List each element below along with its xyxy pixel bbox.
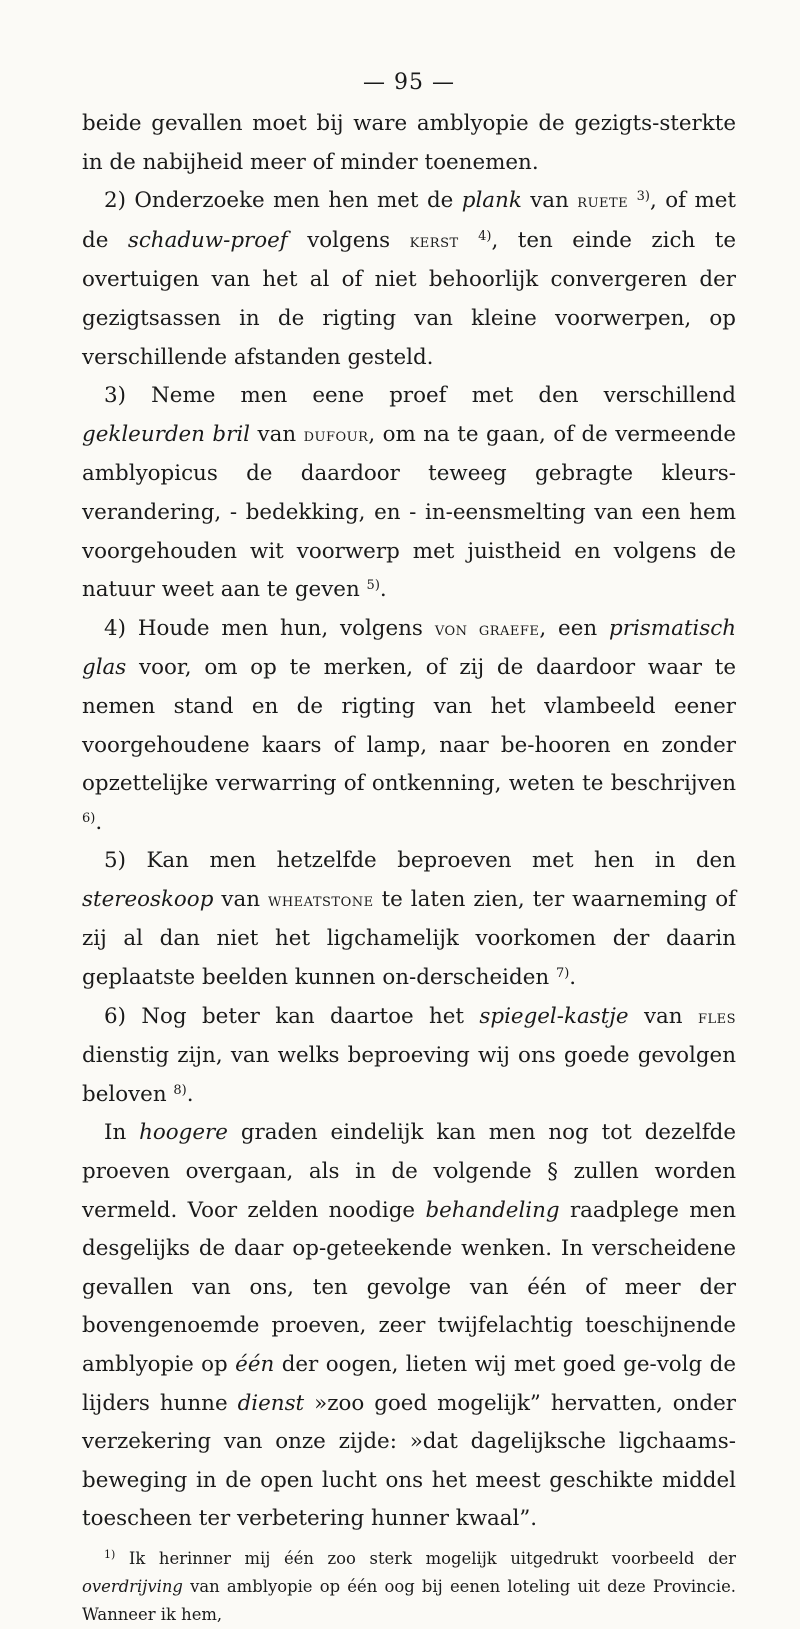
author-name: von graefe [434,618,540,640]
footnote-ref: 8) [173,1082,187,1098]
footnote-number: 1) [104,1547,116,1561]
text: In [104,1120,140,1146]
text: volgens [287,227,410,253]
text: der oogen, lieten wij met goed ge-volg de lijders hunne [82,1352,736,1416]
text: voor, om op te merken, of zij de daardoor waar te nemen stand en de rigting van het vlambeeld eener voorgehoudene kaars of lamp, naar be-hooren en zonder opzettelijke verwarring of ontkenning, weten te beschrijven [82,655,736,797]
text: van [250,421,304,447]
text: 3) Neme men eene proef met den verschillend [104,383,736,409]
document-page [82,70,736,1629]
paragraph-3 [82,377,736,610]
paragraph-1 [82,105,736,182]
text: dienstig zijn, van welks beproeving wij ons goede gevolgen beloven [82,1043,736,1107]
text: van amblyopie op één oog bij eenen loteling uit deze Provincie. Wanneer ik hem, [82,1576,736,1624]
paragraph-5 [82,842,736,997]
text: . [95,809,103,835]
text: , of met de [82,188,737,253]
italic-term: dienst [237,1390,305,1416]
italic-term: plank [461,188,522,214]
paragraph-2 [82,182,736,377]
text: raadplege men desgelijks de daar op-geteekende wenken. In verscheidene gevallen van ons, ten gevolge van één of meer der bovengenoemde proeven, zeer twijfelachtig toeschijnende amblyopie op [82,1197,736,1377]
text: graden eindelijk kan men nog tot dezelfde proeven overgaan, als in de volgende § zullen worden vermeld. Voor zelden noodige [82,1120,736,1223]
text: , ten einde zich te overtuigen van het al of niet behoorlijk convergeren der gezigtsassen in de rigting van kleine voorwerpen, op verschillende afstanden gesteld. [82,227,736,370]
italic-term: schaduw-proef [127,227,288,253]
text: te laten zien, ter waarneming of zij al dan niet het ligchamelijk voorkomen der daarin geplaatste beelden kunnen on-derscheiden [82,886,736,991]
paragraph-1-text: beide gevallen moet bij ware amblyopie de gezigts-sterkte in de nabijheid meer of minder toenemen. [82,111,736,175]
author-name: kerst [409,230,459,252]
text: 2) Onderzoeke men hen met de [104,188,462,214]
text: , om na te gaan, of de vermeende amblyopicus de daardoor teweeg gebragte kleurs-verandering, - bedekking, en - in-eensmelting van een hem voorgehouden wit voorwerp met juistheid en volgens de natuur weet aan te geven [82,421,736,603]
text: . [569,965,577,991]
italic-term: behandeling [425,1197,560,1223]
text: 5) Kan men hetzelfde beproeven met hen in den [104,848,736,874]
footnote-ref: 6) [82,810,96,826]
text: van [521,188,578,214]
text: 6) Nog beter kan daartoe het [104,1003,480,1029]
paragraph-7 [82,1114,736,1539]
footnote-ref: 4) [478,228,492,244]
text: van [628,1003,698,1029]
italic-term: prismatisch glas [82,615,736,681]
footnote-ref: 3) [636,189,650,205]
author-name: dufour [303,424,369,446]
italic-term: gekleurden bril [82,421,251,447]
text: 4) Houde men hun, volgens [104,615,435,641]
italic-term: één [235,1352,275,1377]
paragraph-6 [82,998,736,1115]
italic-term: spiegel-kastje [479,1003,629,1029]
text: van [213,886,268,912]
author-name: fles [697,1006,737,1028]
footnote-ref: 5) [366,578,380,594]
author-name: ruete [577,191,629,213]
italic-term: overdrijving [82,1576,183,1596]
italic-term: stereoskoop [82,886,214,912]
footnote [82,1545,736,1629]
text: . [379,577,387,603]
text: . [186,1081,194,1107]
author-name: wheatstone [267,889,374,911]
text: , een [539,615,610,641]
italic-term: hoogere [139,1120,228,1146]
paragraph-4 [82,610,736,843]
page-number: — 95 — [363,70,455,95]
text: »zoo goed mogelijk” hervatten, onder verzekering van onze zijde: »dat dagelijksche ligchaams-beweging in de open lucht ons het meest geschikte middel toescheen ter verbetering hunner kwaal”. [82,1390,736,1532]
footnote-ref: 7) [555,966,570,982]
text: Ik herinner mij één zoo sterk mogelijk uitgedrukt voorbeeld der [115,1548,736,1568]
